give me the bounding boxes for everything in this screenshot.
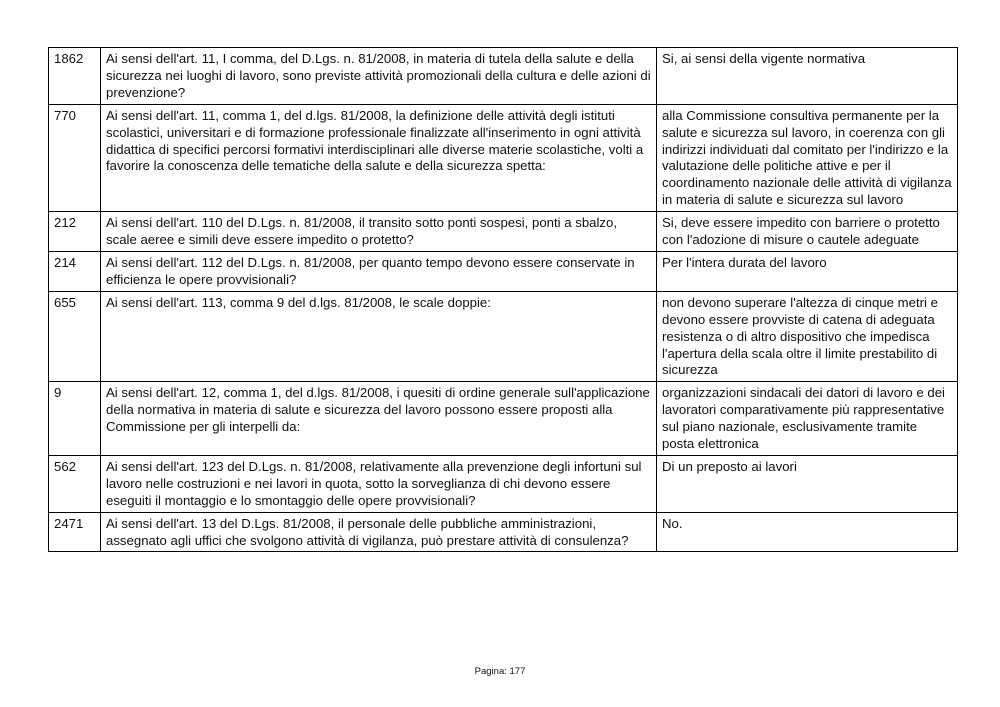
question-id: 562 — [49, 455, 101, 512]
table-row — [49, 512, 958, 552]
answer-text: Di un preposto ai lavori — [657, 455, 958, 512]
question-id: 1862 — [49, 48, 101, 105]
question-text: Ai sensi dell'art. 110 del D.Lgs. n. 81/2008, il transito sotto ponti sospesi, ponti a sbalzo, scale aeree e simili deve essere impedito o protetto? — [101, 212, 657, 252]
question-text: Ai sensi dell'art. 11, comma 1, del d.lgs. 81/2008, la definizione delle attività degli istituti scolastici, universitari e di formazione professionale finalizzate all'inserimento in ogni attività didattica di specifici percorsi formativi interdisciplinari alle diverse materie scolastiche, volti a favorire la conoscenza delle tematiche della salute e della sicurezza spetta: — [101, 104, 657, 211]
table-row — [49, 104, 958, 211]
table-row — [49, 251, 958, 291]
table-row — [49, 48, 958, 105]
question-text: Ai sensi dell'art. 12, comma 1, del d.lgs. 81/2008, i quesiti di ordine generale sull'applicazione della normativa in materia di salute e sicurezza del lavoro possono essere proposti alla Commissione per gli interpelli da: — [101, 382, 657, 456]
table-row — [49, 455, 958, 512]
questions-table — [48, 47, 958, 552]
question-id: 212 — [49, 212, 101, 252]
answer-text: Si, ai sensi della vigente normativa — [657, 48, 958, 105]
question-text: Ai sensi dell'art. 13 del D.Lgs. 81/2008, il personale delle pubbliche amministrazioni, assegnato agli uffici che svolgono attività di vigilanza, può prestare attività di consulenza? — [101, 512, 657, 552]
page-number: Pagina: 177 — [474, 666, 526, 677]
answer-text: non devono superare l'altezza di cinque metri e devono essere provviste di catena di adeguata resistenza o di altro dispositivo che impedisca l'apertura della scala oltre il limite prestabilito di sicurezza — [657, 291, 958, 382]
question-id: 655 — [49, 291, 101, 382]
answer-text: alla Commissione consultiva permanente per la salute e sicurezza sul lavoro, in coerenza con gli indirizzi individuati dal comitato per l'indirizzo e la valutazione delle politiche attive e per il coordinamento nazionale delle attività di vigilanza in materia di salute e sicurezza sul lavoro — [657, 104, 958, 211]
answer-text: Per l'intera durata del lavoro — [657, 251, 958, 291]
question-text: Ai sensi dell'art. 123 del D.Lgs. n. 81/2008, relativamente alla prevenzione degli infortuni sul lavoro nelle costruzioni e nei lavori in quota, sotto la sorveglianza di chi devono essere eseguiti il montaggio e lo smontaggio delle opere provvisionali? — [101, 455, 657, 512]
table-row — [49, 291, 958, 382]
question-id: 214 — [49, 251, 101, 291]
question-id: 2471 — [49, 512, 101, 552]
question-id: 9 — [49, 382, 101, 456]
question-text: Ai sensi dell'art. 112 del D.Lgs. n. 81/2008, per quanto tempo devono essere conservate in efficienza le opere provvisionali? — [101, 251, 657, 291]
table-row — [49, 212, 958, 252]
table-row — [49, 382, 958, 456]
answer-text: No. — [657, 512, 958, 552]
question-text: Ai sensi dell'art. 11, I comma, del D.Lgs. n. 81/2008, in materia di tutela della salute e della sicurezza nei luoghi di lavoro, sono previste attività promozionali della cultura e delle azioni di prevenzione? — [101, 48, 657, 105]
answer-text: organizzazioni sindacali dei datori di lavoro e dei lavoratori comparativamente più rappresentative sul piano nazionale, esclusivamente tramite posta elettronica — [657, 382, 958, 456]
answer-text: Si, deve essere impedito con barriere o protetto con l'adozione di misure o cautele adeguate — [657, 212, 958, 252]
question-id: 770 — [49, 104, 101, 211]
question-text: Ai sensi dell'art. 113, comma 9 del d.lgs. 81/2008, le scale doppie: — [101, 291, 657, 382]
